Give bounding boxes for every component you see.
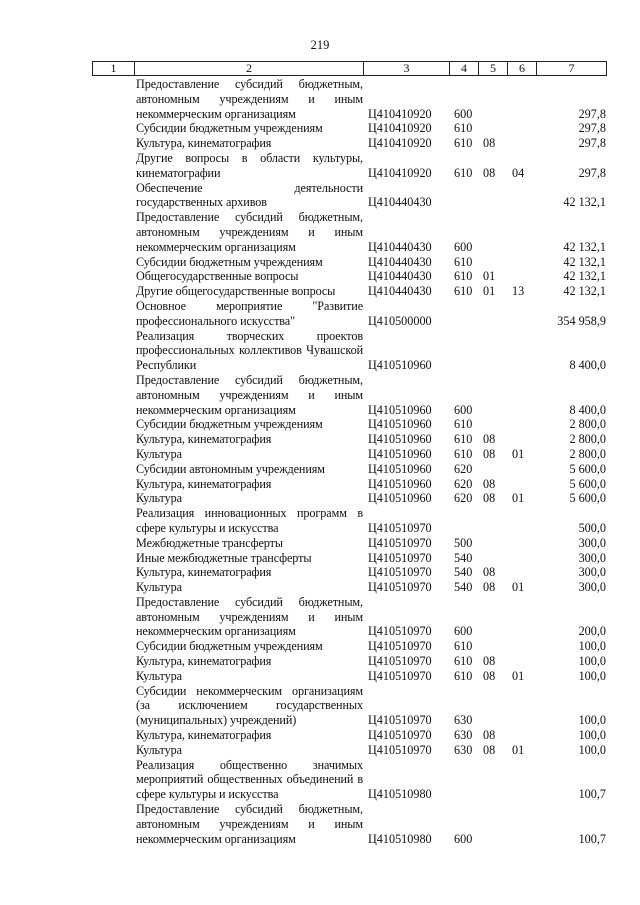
row-target-code: Ц410510960 xyxy=(368,402,432,417)
row-target-code: Ц410510960 xyxy=(368,446,432,461)
row-name: Культура xyxy=(136,491,182,506)
row-name: Реализация инновационных программ в сфере культуры и искусства xyxy=(136,506,363,535)
col-2-header: 2 xyxy=(135,62,364,76)
table-row xyxy=(0,77,640,121)
row-expense-type: 600 xyxy=(454,402,473,417)
table-row xyxy=(0,743,640,758)
table-row xyxy=(0,477,640,492)
column-header-row xyxy=(93,62,607,76)
row-name: Предоставление субсидий бюджетным, автономным учреждениям и иным некоммерческим организациям xyxy=(136,372,363,417)
row-amount: 42 132,1 xyxy=(563,195,606,210)
column-header-table xyxy=(92,61,607,76)
row-name: Культура, кинематография xyxy=(136,476,272,491)
row-target-code: Ц410410920 xyxy=(368,165,432,180)
row-subsection: 01 xyxy=(512,742,525,757)
row-section: 08 xyxy=(483,728,496,743)
row-name: Культура xyxy=(136,446,182,461)
row-amount: 8 400,0 xyxy=(569,358,606,373)
table-row xyxy=(0,210,640,254)
row-target-code: Ц410510960 xyxy=(368,432,432,447)
row-name: Культура, кинематография xyxy=(136,432,272,447)
row-expense-type: 540 xyxy=(454,550,473,565)
table-row xyxy=(0,329,640,373)
table-row xyxy=(0,595,640,639)
row-expense-type: 610 xyxy=(454,165,473,180)
row-expense-type: 610 xyxy=(454,668,473,683)
row-amount: 297,8 xyxy=(578,106,606,121)
row-section: 08 xyxy=(483,432,496,447)
table-row xyxy=(0,580,640,595)
row-amount: 5 600,0 xyxy=(569,476,606,491)
row-expense-type: 540 xyxy=(454,565,473,580)
row-expense-type: 540 xyxy=(454,580,473,595)
row-name: Предоставление субсидий бюджетным, автономным учреждениям и иным некоммерческим организациям xyxy=(136,77,363,121)
row-target-code: Ц410510980 xyxy=(368,831,432,846)
row-target-code: Ц410510960 xyxy=(368,417,432,432)
row-amount: 100,0 xyxy=(578,654,606,669)
row-target-code: Ц410510970 xyxy=(368,728,432,743)
row-expense-type: 620 xyxy=(454,461,473,476)
row-name: Субсидии бюджетным учреждениям xyxy=(136,121,323,136)
table-row xyxy=(0,462,640,477)
row-amount: 297,8 xyxy=(578,136,606,151)
table-row xyxy=(0,284,640,299)
row-expense-type: 610 xyxy=(454,654,473,669)
row-expense-type: 610 xyxy=(454,136,473,151)
row-target-code: Ц410510970 xyxy=(368,668,432,683)
row-expense-type: 610 xyxy=(454,432,473,447)
row-section: 08 xyxy=(483,491,496,506)
table-row xyxy=(0,551,640,566)
col-4-header: 4 xyxy=(450,62,479,76)
row-expense-type: 610 xyxy=(454,121,473,136)
row-amount: 42 132,1 xyxy=(563,254,606,269)
page-number: 219 xyxy=(310,38,330,52)
table-row xyxy=(0,417,640,432)
row-target-code: Ц410410920 xyxy=(368,106,432,121)
row-amount: 100,0 xyxy=(578,639,606,654)
row-target-code: Ц410440430 xyxy=(368,239,432,254)
row-target-code: Ц410510960 xyxy=(368,461,432,476)
row-name: Культура, кинематография xyxy=(136,728,272,743)
table-row xyxy=(0,255,640,270)
row-target-code: Ц410410920 xyxy=(368,136,432,151)
row-expense-type: 600 xyxy=(454,831,473,846)
table-row xyxy=(0,491,640,506)
row-name: Предоставление субсидий бюджетным, автономным учреждениям и иным некоммерческим организациям xyxy=(136,210,363,254)
table-row xyxy=(0,802,640,846)
row-amount: 354 958,9 xyxy=(557,313,606,328)
table-row xyxy=(0,447,640,462)
row-section: 01 xyxy=(483,269,496,284)
row-target-code: Ц410440430 xyxy=(368,254,432,269)
col-7-header: 7 xyxy=(537,62,607,76)
table-row xyxy=(0,565,640,580)
row-target-code: Ц410510970 xyxy=(368,713,432,728)
table-row xyxy=(0,506,640,536)
row-name: Субсидии некоммерческим организациям (за исключением государственных (муниципальных) учреждений) xyxy=(136,683,363,728)
row-name: Субсидии бюджетным учреждениям xyxy=(136,254,323,269)
row-amount: 300,0 xyxy=(578,550,606,565)
row-amount: 42 132,1 xyxy=(563,269,606,284)
row-section: 08 xyxy=(483,654,496,669)
row-name: Другие общегосударственные вопросы xyxy=(136,284,336,299)
row-amount: 2 800,0 xyxy=(569,417,606,432)
row-amount: 100,0 xyxy=(578,742,606,757)
col-6-header: 6 xyxy=(508,62,537,76)
row-subsection: 01 xyxy=(512,668,525,683)
row-name: Культура, кинематография xyxy=(136,654,272,669)
row-section: 01 xyxy=(483,284,496,299)
row-target-code: Ц410510970 xyxy=(368,565,432,580)
row-section: 08 xyxy=(483,476,496,491)
row-name: Культура, кинематография xyxy=(136,136,272,151)
row-target-code: Ц410440430 xyxy=(368,284,432,299)
row-name: Реализация общественно значимых мероприятий общественных объединений в сфере культуры и искусства xyxy=(136,757,363,802)
row-expense-type: 610 xyxy=(454,446,473,461)
row-target-code: Ц410510960 xyxy=(368,491,432,506)
row-amount: 300,0 xyxy=(578,565,606,580)
col-5-header: 5 xyxy=(479,62,508,76)
row-section: 08 xyxy=(483,580,496,595)
row-amount: 2 800,0 xyxy=(569,432,606,447)
row-amount: 5 600,0 xyxy=(569,461,606,476)
row-amount: 300,0 xyxy=(578,580,606,595)
row-section: 08 xyxy=(483,742,496,757)
table-row xyxy=(0,758,640,802)
row-target-code: Ц410440430 xyxy=(368,195,432,210)
row-subsection: 01 xyxy=(512,580,525,595)
col-3-header: 3 xyxy=(364,62,450,76)
row-subsection: 13 xyxy=(512,284,525,299)
row-name: Другие вопросы в области культуры, кинематографии xyxy=(136,150,363,180)
row-target-code: Ц410500000 xyxy=(368,313,432,328)
row-name: Предоставление субсидий бюджетным, автономным учреждениям и иным некоммерческим организациям xyxy=(136,802,363,846)
row-amount: 8 400,0 xyxy=(569,402,606,417)
row-amount: 100,0 xyxy=(578,713,606,728)
row-expense-type: 630 xyxy=(454,713,473,728)
row-amount: 100,7 xyxy=(578,787,606,802)
row-target-code: Ц410510970 xyxy=(368,520,432,535)
row-target-code: Ц410410920 xyxy=(368,121,432,136)
table-row xyxy=(0,432,640,447)
row-expense-type: 620 xyxy=(454,476,473,491)
table-row xyxy=(0,684,640,728)
row-amount: 42 132,1 xyxy=(563,239,606,254)
row-name: Иные межбюджетные трансферты xyxy=(136,550,312,565)
row-subsection: 01 xyxy=(512,446,525,461)
row-name: Межбюджетные трансферты xyxy=(136,535,283,550)
row-amount: 100,0 xyxy=(578,728,606,743)
row-name: Основное мероприятие "Развитие профессионального искусства" xyxy=(136,298,363,328)
table-row xyxy=(0,536,640,551)
table-row xyxy=(0,299,640,329)
table-row xyxy=(0,639,640,654)
row-target-code: Ц410510960 xyxy=(368,476,432,491)
row-expense-type: 610 xyxy=(454,284,473,299)
row-subsection: 01 xyxy=(512,491,525,506)
table-row xyxy=(0,181,640,211)
row-amount: 300,0 xyxy=(578,535,606,550)
row-target-code: Ц410510970 xyxy=(368,550,432,565)
row-section: 08 xyxy=(483,446,496,461)
row-expense-type: 610 xyxy=(454,639,473,654)
row-expense-type: 630 xyxy=(454,728,473,743)
table-row xyxy=(0,728,640,743)
row-expense-type: 610 xyxy=(454,417,473,432)
row-amount: 100,0 xyxy=(578,668,606,683)
row-name: Культура xyxy=(136,580,182,595)
row-amount: 297,8 xyxy=(578,165,606,180)
row-expense-type: 610 xyxy=(454,254,473,269)
row-expense-type: 630 xyxy=(454,742,473,757)
row-name: Обеспечение деятельности государственных архивов xyxy=(136,180,363,210)
row-amount: 297,8 xyxy=(578,121,606,136)
row-amount: 100,7 xyxy=(578,831,606,846)
col-1-header: 1 xyxy=(93,62,135,76)
table-row xyxy=(0,373,640,417)
table-row xyxy=(0,121,640,136)
row-amount: 500,0 xyxy=(578,520,606,535)
table-row xyxy=(0,269,640,284)
table-row xyxy=(0,669,640,684)
row-section: 08 xyxy=(483,165,496,180)
row-amount: 42 132,1 xyxy=(563,284,606,299)
row-expense-type: 610 xyxy=(454,269,473,284)
row-name: Культура xyxy=(136,742,182,757)
row-name: Субсидии бюджетным учреждениям xyxy=(136,417,323,432)
row-target-code: Ц410440430 xyxy=(368,269,432,284)
row-name: Реализация творческих проектов профессиональных коллективов Чувашской Республики xyxy=(136,328,363,373)
row-target-code: Ц410510970 xyxy=(368,654,432,669)
row-name: Предоставление субсидий бюджетным, автономным учреждениям и иным некоммерческим организациям xyxy=(136,594,363,639)
row-section: 08 xyxy=(483,565,496,580)
table-row xyxy=(0,151,640,181)
row-section: 08 xyxy=(483,668,496,683)
row-target-code: Ц410510970 xyxy=(368,742,432,757)
row-amount: 5 600,0 xyxy=(569,491,606,506)
row-target-code: Ц410510960 xyxy=(368,358,432,373)
row-expense-type: 600 xyxy=(454,239,473,254)
row-amount: 2 800,0 xyxy=(569,446,606,461)
row-expense-type: 500 xyxy=(454,535,473,550)
row-target-code: Ц410510970 xyxy=(368,580,432,595)
row-target-code: Ц410510980 xyxy=(368,787,432,802)
row-section: 08 xyxy=(483,136,496,151)
budget-table-body xyxy=(0,77,640,846)
row-target-code: Ц410510970 xyxy=(368,535,432,550)
row-amount: 200,0 xyxy=(578,624,606,639)
row-name: Культура xyxy=(136,668,182,683)
table-row xyxy=(0,654,640,669)
row-name: Субсидии автономным учреждениям xyxy=(136,461,325,476)
row-target-code: Ц410510970 xyxy=(368,639,432,654)
row-expense-type: 600 xyxy=(454,106,473,121)
row-expense-type: 620 xyxy=(454,491,473,506)
row-target-code: Ц410510970 xyxy=(368,624,432,639)
row-expense-type: 600 xyxy=(454,624,473,639)
table-row xyxy=(0,136,640,151)
row-name: Общегосударственные вопросы xyxy=(136,269,299,284)
row-subsection: 04 xyxy=(512,165,525,180)
row-name: Культура, кинематография xyxy=(136,565,272,580)
row-name: Субсидии бюджетным учреждениям xyxy=(136,639,323,654)
